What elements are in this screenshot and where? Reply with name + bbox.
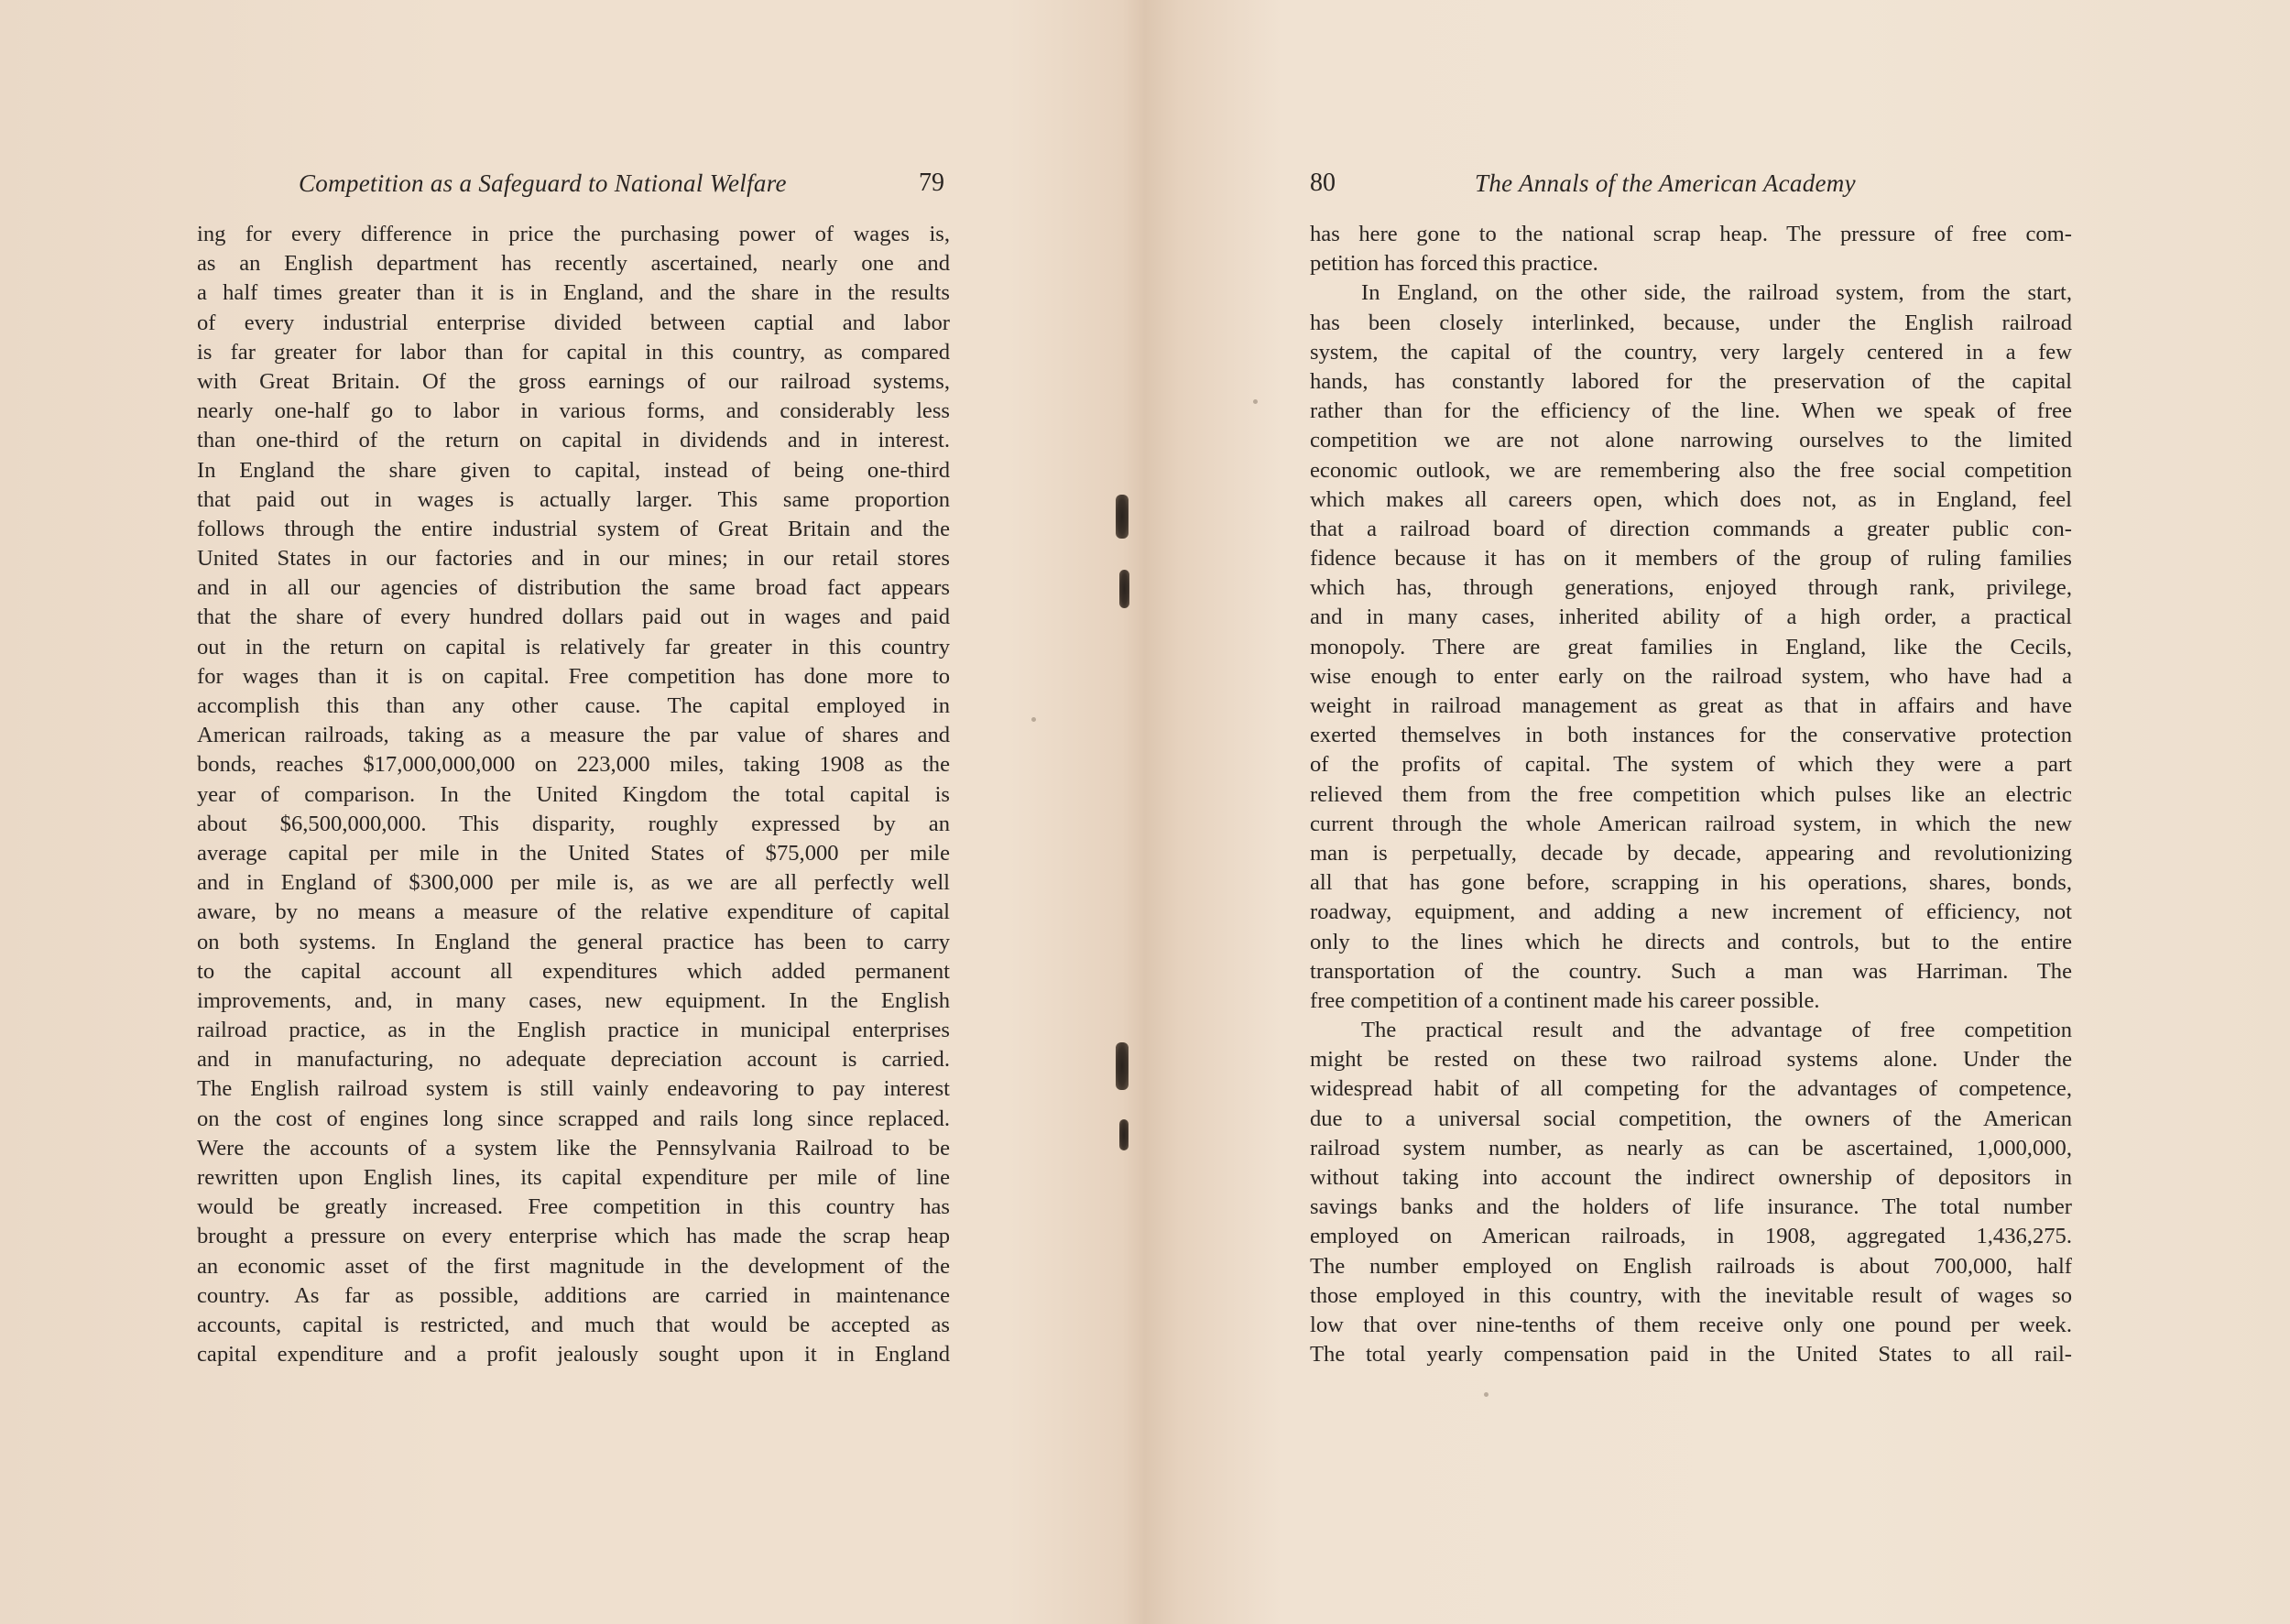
- text-line: bonds, reaches $17,000,000,000 on 223,000 miles, taking 1908 as the: [197, 752, 950, 778]
- text-line: on the cost of engines long since scrapped and rails long since replaced.: [197, 1106, 950, 1131]
- text-line: competition we are not alone narrowing ourselves to the limited: [1310, 428, 2072, 453]
- text-line: to the capital account all expenditures which added permanent: [197, 958, 950, 984]
- text-line: all that has gone before, scrapping in his operations, shares, bonds,: [1310, 870, 2072, 896]
- text-line: as an English department has recently ascertained, nearly one and: [197, 251, 950, 277]
- text-line: due to a universal social competition, the owners of the American: [1310, 1106, 2072, 1131]
- text-line: free competition of a continent made his career possible.: [1310, 987, 1820, 1013]
- text-line: wise enough to enter early on the railroad system, who have had a: [1310, 663, 2072, 689]
- text-line: United States in our factories and in our mines; in our retail stores: [197, 546, 950, 572]
- text-line: out in the return on capital is relatively far greater in this country: [197, 634, 950, 659]
- text-line: has here gone to the national scrap heap. The pressure of free com-: [1310, 222, 2072, 246]
- text-line: In England, on the other side, the railroad system, from the start,: [1361, 280, 2072, 306]
- text-line: without taking into account the indirect ownership of depositors in: [1310, 1165, 2072, 1190]
- text-line: rather than for the efficiency of the line. When we speak of free: [1310, 398, 2072, 424]
- text-line: petition has forced this practice.: [1310, 251, 1598, 277]
- binding-stitch: [1119, 570, 1129, 608]
- text-line: railroad practice, as in the English practice in municipal enterprises: [197, 1018, 950, 1043]
- text-line: roadway, equipment, and adding a new increment of efficiency, not: [1310, 899, 2072, 925]
- right-running-title: The Annals of the American Academy: [1475, 169, 1856, 197]
- text-line: widespread habit of all competing for the advantages of competence,: [1310, 1076, 2072, 1102]
- text-line: The total yearly compensation paid in the United States to all rail-: [1310, 1342, 2072, 1368]
- text-line: capital expenditure and a profit jealously sought upon it in England: [197, 1342, 950, 1368]
- text-line: The number employed on English railroads is about 700,000, half: [1310, 1253, 2072, 1279]
- text-line: rewritten upon English lines, its capital expenditure per mile of line: [197, 1165, 950, 1190]
- text-line: improvements, and, in many cases, new equipment. In the English: [197, 987, 950, 1013]
- text-line: relieved them from the free competition which pulses like an electric: [1310, 781, 2072, 807]
- text-line: fidence because it has on it members of the group of ruling families: [1310, 546, 2072, 572]
- text-line: exerted themselves in both instances for the conservative protection: [1310, 723, 2072, 748]
- text-line: The practical result and the advantage of free competition: [1361, 1018, 2072, 1043]
- right-page: [1136, 0, 2290, 1624]
- text-line: about $6,500,000,000. This disparity, roughly expressed by an: [197, 811, 950, 836]
- text-line: monopoly. There are great families in England, like the Cecils,: [1310, 634, 2072, 659]
- text-line: and in all our agencies of distribution the same broad fact appears: [197, 575, 950, 601]
- text-line: low that over nine-tenths of them receive only one pound per week.: [1310, 1312, 2072, 1337]
- text-line: for wages than it is on capital. Free competition has done more to: [197, 663, 950, 689]
- text-line: of the profits of capital. The system of which they were a part: [1310, 752, 2072, 778]
- text-line: would be greatly increased. Free competition in this country has: [197, 1194, 950, 1220]
- text-line: a half times greater than it is in England, and the share in the results: [197, 280, 950, 306]
- right-page-number: 80: [1310, 169, 1336, 197]
- text-line: that a railroad board of direction commands a greater public con-: [1310, 516, 2072, 541]
- text-line: that paid out in wages is actually larger. This same proportion: [197, 486, 950, 512]
- text-line: accounts, capital is restricted, and much that would be accepted as: [197, 1312, 950, 1337]
- text-line: which has, through generations, enjoyed through rank, privilege,: [1310, 575, 2072, 601]
- text-line: savings banks and the holders of life insurance. The total number: [1310, 1194, 2072, 1220]
- text-line: accomplish this than any other cause. The capital employed in: [197, 693, 950, 718]
- text-line: which makes all careers open, which does not, as in England, feel: [1310, 486, 2072, 512]
- text-line: those employed in this country, with the inevitable result of wages so: [1310, 1282, 2072, 1308]
- text-line: of every industrial enterprise divided between captial and labor: [197, 310, 950, 335]
- text-line: has been closely interlinked, because, under the English railroad: [1310, 310, 2072, 335]
- text-line: with Great Britain. Of the gross earnings of our railroad systems,: [197, 368, 950, 394]
- paper-fleck: [1031, 717, 1036, 722]
- text-line: on both systems. In England the general practice has been to carry: [197, 929, 950, 954]
- left-page: [0, 0, 1136, 1624]
- text-line: nearly one-half go to labor in various forms, and considerably less: [197, 398, 950, 424]
- text-line: Were the accounts of a system like the Pennsylvania Railroad to be: [197, 1135, 950, 1161]
- right-running-head: [1136, 163, 2290, 203]
- left-running-head: [0, 163, 1136, 203]
- text-line: transportation of the country. Such a man was Harriman. The: [1310, 958, 2072, 984]
- text-line: economic outlook, we are remembering also the free social competition: [1310, 457, 2072, 483]
- text-line: system, the capital of the country, very largely centered in a few: [1310, 339, 2072, 365]
- text-line: American railroads, taking as a measure the par value of shares and: [197, 723, 950, 748]
- left-body-text: [197, 220, 950, 1369]
- text-line: and in manufacturing, no adequate depreciation account is carried.: [197, 1047, 950, 1073]
- binding-stitch: [1116, 1042, 1129, 1090]
- text-line: The English railroad system is still vainly endeavoring to pay interest: [197, 1076, 950, 1102]
- text-line: aware, by no means a measure of the relative expenditure of capital: [197, 899, 950, 925]
- text-line: might be rested on these two railroad systems alone. Under the: [1310, 1047, 2072, 1073]
- text-line: country. As far as possible, additions are carried in maintenance: [197, 1282, 950, 1308]
- text-line: is far greater for labor than for capital in this country, as compared: [197, 339, 950, 365]
- text-line: current through the whole American railroad system, in which the new: [1310, 811, 2072, 836]
- text-line: ing for every difference in price the purchasing power of wages is,: [197, 222, 950, 246]
- binding-stitch: [1116, 495, 1129, 539]
- text-line: man is perpetually, decade by decade, appearing and revolutionizing: [1310, 840, 2072, 866]
- text-line: weight in railroad management as great as that in affairs and have: [1310, 693, 2072, 718]
- right-body-text: [1310, 220, 2072, 1369]
- text-line: year of comparison. In the United Kingdom the total capital is: [197, 781, 950, 807]
- text-line: that the share of every hundred dollars paid out in wages and paid: [197, 605, 950, 630]
- binding-stitch: [1119, 1119, 1129, 1150]
- text-line: an economic asset of the first magnitude in the development of the: [197, 1253, 950, 1279]
- text-line: and in England of $300,000 per mile is, as we are all perfectly well: [197, 870, 950, 896]
- left-running-title: Competition as a Safeguard to National Welfare: [299, 169, 787, 197]
- text-line: brought a pressure on every enterprise which has made the scrap heap: [197, 1224, 950, 1249]
- text-line: employed on American railroads, in 1908, aggregated 1,436,275.: [1310, 1224, 2072, 1249]
- text-line: than one-third of the return on capital in dividends and in interest.: [197, 428, 950, 453]
- text-line: follows through the entire industrial system of Great Britain and the: [197, 516, 950, 541]
- text-line: In England the share given to capital, instead of being one-third: [197, 457, 950, 483]
- text-line: and in many cases, inherited ability of a high order, a practical: [1310, 605, 2072, 630]
- text-line: hands, has constantly labored for the preservation of the capital: [1310, 368, 2072, 394]
- text-line: railroad system number, as nearly as can be ascertained, 1,000,000,: [1310, 1135, 2072, 1161]
- text-line: average capital per mile in the United States of $75,000 per mile: [197, 840, 950, 866]
- left-page-number: 79: [919, 169, 944, 197]
- text-line: only to the lines which he directs and controls, but to the entire: [1310, 929, 2072, 954]
